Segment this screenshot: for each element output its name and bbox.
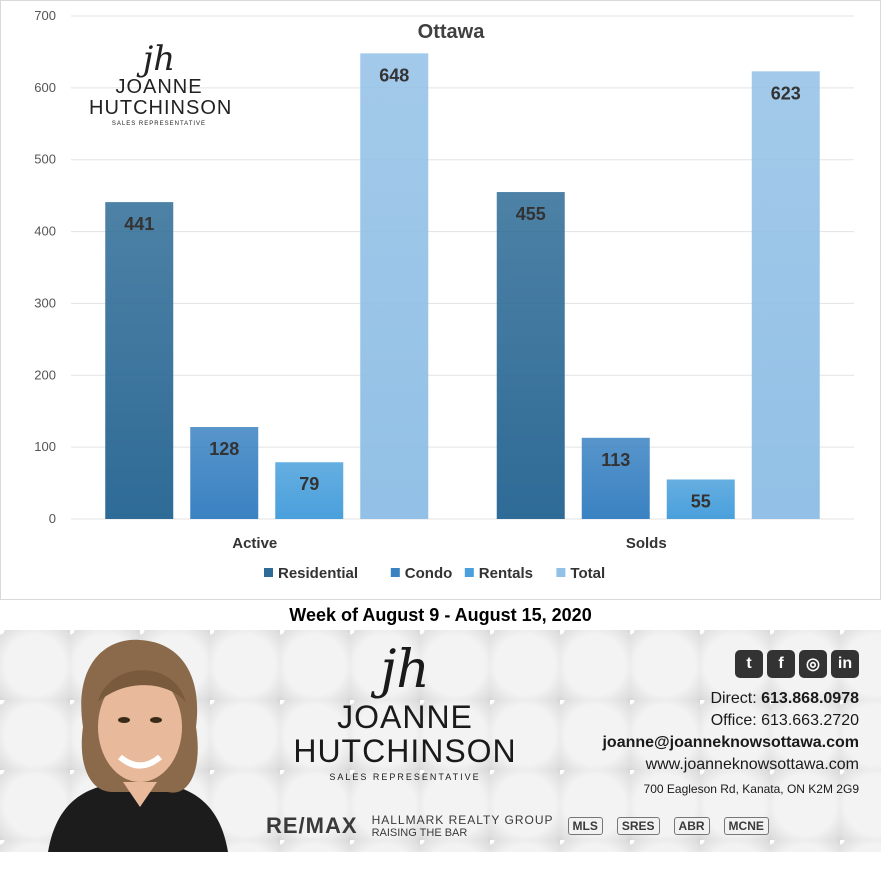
y-tick-label: 500 <box>34 151 56 167</box>
data-label: 648 <box>379 65 410 86</box>
logo-monogram: jh <box>142 39 176 79</box>
agent-photo <box>28 632 246 852</box>
data-label: 455 <box>515 204 546 225</box>
footer-logo-name-line2: HUTCHINSON <box>293 733 517 769</box>
brokerage-name-text: HALLMARK REALTY GROUP <box>371 812 554 827</box>
bar-residential-active <box>105 202 173 519</box>
linkedin-icon[interactable]: in <box>831 650 859 678</box>
agent-logo <box>89 39 233 127</box>
direct-phone <box>602 688 859 710</box>
legend-swatch <box>465 568 474 577</box>
x-tick-label: Solds <box>625 535 667 552</box>
legend-label: Condo <box>404 565 453 582</box>
legend-swatch <box>556 568 565 577</box>
agent-footer <box>0 630 881 852</box>
y-tick-label: 200 <box>34 367 56 383</box>
y-tick-label: 600 <box>34 79 56 95</box>
legend-label: Rentals <box>478 565 533 582</box>
data-label: 113 <box>601 449 631 470</box>
email-link[interactable]: joanne@joanneknowsottawa.com <box>602 734 859 751</box>
week-banner: Week of August 9 - August 15, 2020 <box>0 600 881 630</box>
sheet-background <box>0 852 881 870</box>
remax-logo: RE/MAX <box>266 813 358 838</box>
legend-swatch <box>391 568 400 577</box>
bar-residential-solds <box>497 192 565 519</box>
brand-logos <box>266 808 862 844</box>
data-label: 623 <box>770 83 801 104</box>
y-tick-label: 0 <box>48 511 56 526</box>
office-address: 700 Eagleson Rd, Kanata, ON K2M 2G9 <box>643 782 859 796</box>
x-tick-label: Active <box>232 535 278 552</box>
y-tick-label: 700 <box>34 8 56 23</box>
logo-subtitle: SALES REPRESENTATIVE <box>111 121 207 127</box>
social-links <box>735 650 859 678</box>
mcne-badge: MCNE <box>724 817 769 835</box>
legend-label: Total <box>570 565 606 582</box>
footer-logo-name-line1: JOANNE <box>337 699 473 735</box>
footer-logo-subtitle: SALES REPRESENTATIVE <box>329 772 481 782</box>
sres-badge: SRES <box>617 817 660 835</box>
brokerage-tagline: RAISING THE BAR <box>371 826 468 839</box>
legend-label: Residential <box>278 565 359 582</box>
footer-logo-monogram: jh <box>380 640 430 700</box>
data-label: 55 <box>690 491 711 512</box>
data-label: 128 <box>209 439 240 460</box>
abr-badge: ABR <box>674 817 710 835</box>
chart-title: Ottawa <box>417 21 485 43</box>
office-phone: Office: 613.663.2720 <box>710 712 859 729</box>
instagram-icon[interactable]: ◎ <box>799 650 827 678</box>
contact-info <box>602 688 859 802</box>
website-link[interactable]: www.joanneknowsottawa.com <box>645 756 859 773</box>
twitter-icon[interactable]: t <box>735 650 763 678</box>
facebook-icon[interactable]: f <box>767 650 795 678</box>
bar-total-solds <box>752 71 820 519</box>
mls-badge: MLS <box>568 817 603 835</box>
y-tick-label: 300 <box>34 295 56 311</box>
data-label: 441 <box>124 214 155 235</box>
legend-swatch <box>264 568 273 577</box>
logo-name-line2: HUTCHINSON <box>89 97 233 119</box>
brokerage-name <box>372 814 554 839</box>
logo-name-line1: JOANNE <box>115 76 203 98</box>
y-tick-label: 400 <box>34 223 56 239</box>
footer-logo <box>283 640 527 782</box>
bar-total-active <box>360 53 428 519</box>
data-label: 79 <box>299 474 320 495</box>
direct-label: Direct: <box>710 690 757 707</box>
y-tick-label: 100 <box>34 439 56 455</box>
direct-number: 613.868.0978 <box>761 690 859 707</box>
